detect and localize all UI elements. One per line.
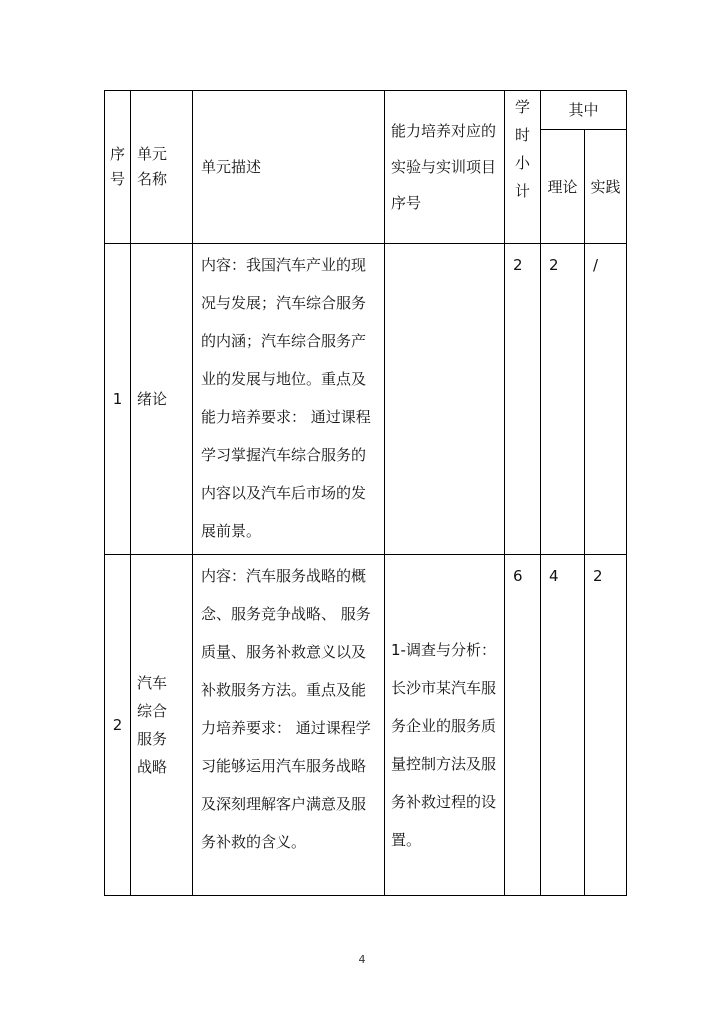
header-unit-name [131,91,193,244]
projects-spacer [391,555,500,631]
header-no [105,91,131,244]
header-no-line: 号 [109,170,125,188]
row-practice: 2 [585,555,627,896]
header-hours-char: 计 [514,182,530,200]
row-no: 1 [105,244,131,555]
row-hours: 2 [505,244,541,555]
row-no: 2 [105,555,131,896]
table-row [105,555,627,896]
row-description: 内容：汽车服务战略的概念、服务竞争战略、 服务质量、服务补救意义以及补救服务方法。重点及能力培养要求： 通过课程学习能够运用汽车服务战略及深刻理解客户满意及服务补救的含义。 [193,555,385,896]
header-hours-char: 时 [514,126,530,144]
header-practice: 实践 [585,130,627,244]
header-hours-char: 小 [514,154,530,172]
header-no-line: 序 [109,145,125,163]
row-unit-name-line: 汽车 [137,674,168,692]
row-unit-name-line: 综合 [137,702,168,720]
header-unit-name-line: 单元 [137,145,168,163]
header-theory: 理论 [541,130,585,244]
header-description: 单元描述 [193,91,385,244]
header-unit-name-line: 名称 [137,170,168,188]
header-projects: 能力培养对应的实验与实训项目序号 [385,91,505,244]
header-hours-char: 学 [514,98,530,116]
row-theory: 2 [541,244,585,555]
row-theory: 4 [541,555,585,896]
table-row [105,244,627,555]
row-unit-name-line: 绪论 [137,390,168,408]
row-practice: / [585,244,627,555]
header-group: 其中 [541,91,627,130]
row-projects [385,555,505,896]
row-unit-name-line: 服务 [137,730,168,748]
row-projects [385,244,505,555]
row-projects-text: 1-调查与分析：长沙市某汽车服务企业的服务质量控制方法及服务补救过程的设置。 [391,641,497,849]
row-hours: 6 [505,555,541,896]
header-hours [505,91,541,244]
syllabus-table [104,90,627,896]
header-row [105,91,627,130]
row-unit-name [131,244,193,555]
row-unit-name-line: 战略 [137,758,168,776]
row-unit-name [131,555,193,896]
page-number: 4 [358,953,366,966]
row-description: 内容：我国汽车产业的现况与发展；汽车综合服务的内涵；汽车综合服务产业的发展与地位。重点及能力培养要求： 通过课程学习掌握汽车综合服务的内容以及汽车后市场的发展前景。 [193,244,385,555]
